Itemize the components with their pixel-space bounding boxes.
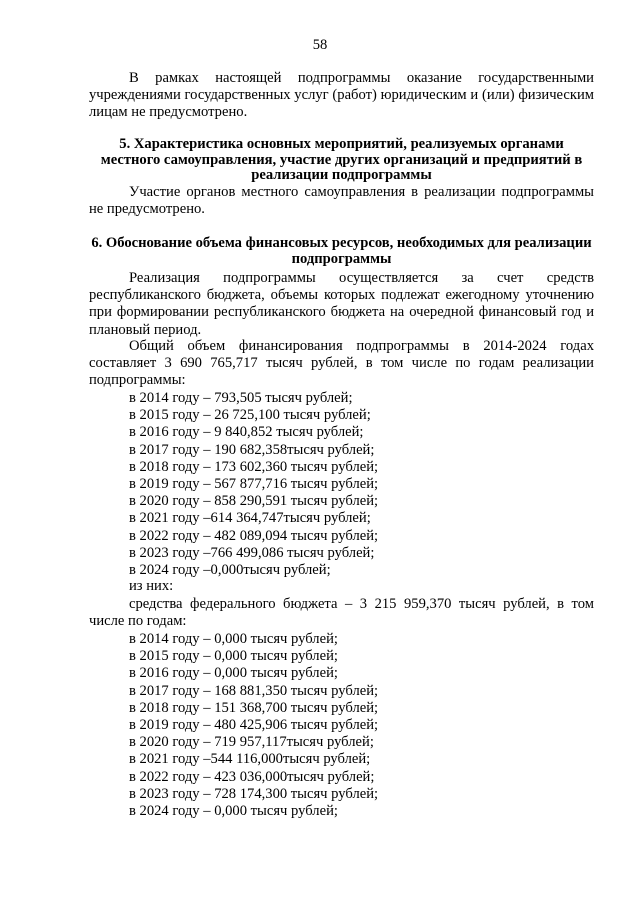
list-item: в 2021 году –614 364,747тысяч рублей; [129,510,371,527]
list-item: в 2014 году – 793,505 тысяч рублей; [129,390,353,406]
section-5-text: Участие органов местного самоуправления в реализации подпрограммы не предусмотрено. [89,184,594,218]
list-item: в 2019 году – 567 877,716 тысяч рублей; [129,476,379,493]
section-6-text-1-block [89,270,594,339]
list-item: в 2017 году – 190 682,358тысяч рублей; [129,441,375,458]
list-item: в 2017 году – 168 881,350 тысяч рублей; [129,682,379,699]
federal-by-year-list [89,631,594,820]
list-item: в 2022 году – 482 089,094 тысяч рублей; [129,527,379,544]
list-item: в 2021 году –544 116,000тысяч рублей; [129,751,371,768]
list-item: в 2024 году – 0,000 тысяч рублей; [129,803,338,820]
list-item: в 2014 году – 0,000 тысяч рублей; [129,631,338,647]
list-item: в 2018 году – 173 602,360 тысяч рублей; [129,458,379,475]
section-6-text-2: Общий объем финансирования подпрограммы в 2014-2024 годах составляет 3 690 765,717 тысяч рублей, в том числе по годам реализации подпрограммы: [89,338,594,389]
list-item: в 2015 году – 26 725,100 тысяч рублей; [129,407,371,424]
section-5-heading: 5. Характеристика основных мероприятий, реализуемых органами местного самоуправления, участие других организаций и предприятий в реализации подпрограммы [100,136,583,183]
section-6-text-1: Реализация подпрограммы осуществляется за счет средств республиканского бюджета, объемы которых подлежат ежегодному уточнению при формировании республиканского бюджета на очередной финансовый год и плановый период. [89,270,594,338]
list-item: в 2020 году – 719 957,117тысяч рублей; [129,734,374,751]
list-item: в 2022 году – 423 036,000тысяч рублей; [129,768,375,785]
list-item: в 2023 году –766 499,086 тысяч рублей; [129,544,375,561]
list-item: в 2016 году – 9 840,852 тысяч рублей; [129,424,364,441]
of-which-block [89,578,594,595]
federal-text-block [89,596,594,630]
list-item: в 2019 году – 480 425,906 тысяч рублей; [129,717,379,734]
page-number: 58 [312,37,328,53]
list-item: в 2024 году –0,000тысяч рублей; [129,562,331,579]
list-item: в 2018 году – 151 368,700 тысяч рублей; [129,699,379,716]
section-6-heading: 6. Обоснование объема финансовых ресурсов, необходимых для реализации подпрограммы [91,235,592,267]
list-item: в 2020 году – 858 290,591 тысяч рублей; [129,493,379,510]
total-by-year-list [89,390,594,579]
list-item: в 2023 году – 728 174,300 тысяч рублей; [129,785,379,802]
federal-budget-text: средства федерального бюджета – 3 215 959,370 тысяч рублей, в том числе по годам: [89,596,594,630]
list-item: в 2016 году – 0,000 тысяч рублей; [129,665,338,682]
section-6-text-2-block [89,338,594,390]
paragraph-services [89,70,594,122]
section-5-heading-block [89,137,594,184]
section-5-text-block [89,184,594,218]
paragraph-text: В рамках настоящей подпрограммы оказание государственными учреждениями государственных услуг (работ) юридическим и (или) физическим лицам не предусмотрено. [89,70,594,121]
section-6-heading-block [89,236,594,267]
of-which-label: из них: [129,578,174,594]
list-item: в 2015 году – 0,000 тысяч рублей; [129,648,338,665]
